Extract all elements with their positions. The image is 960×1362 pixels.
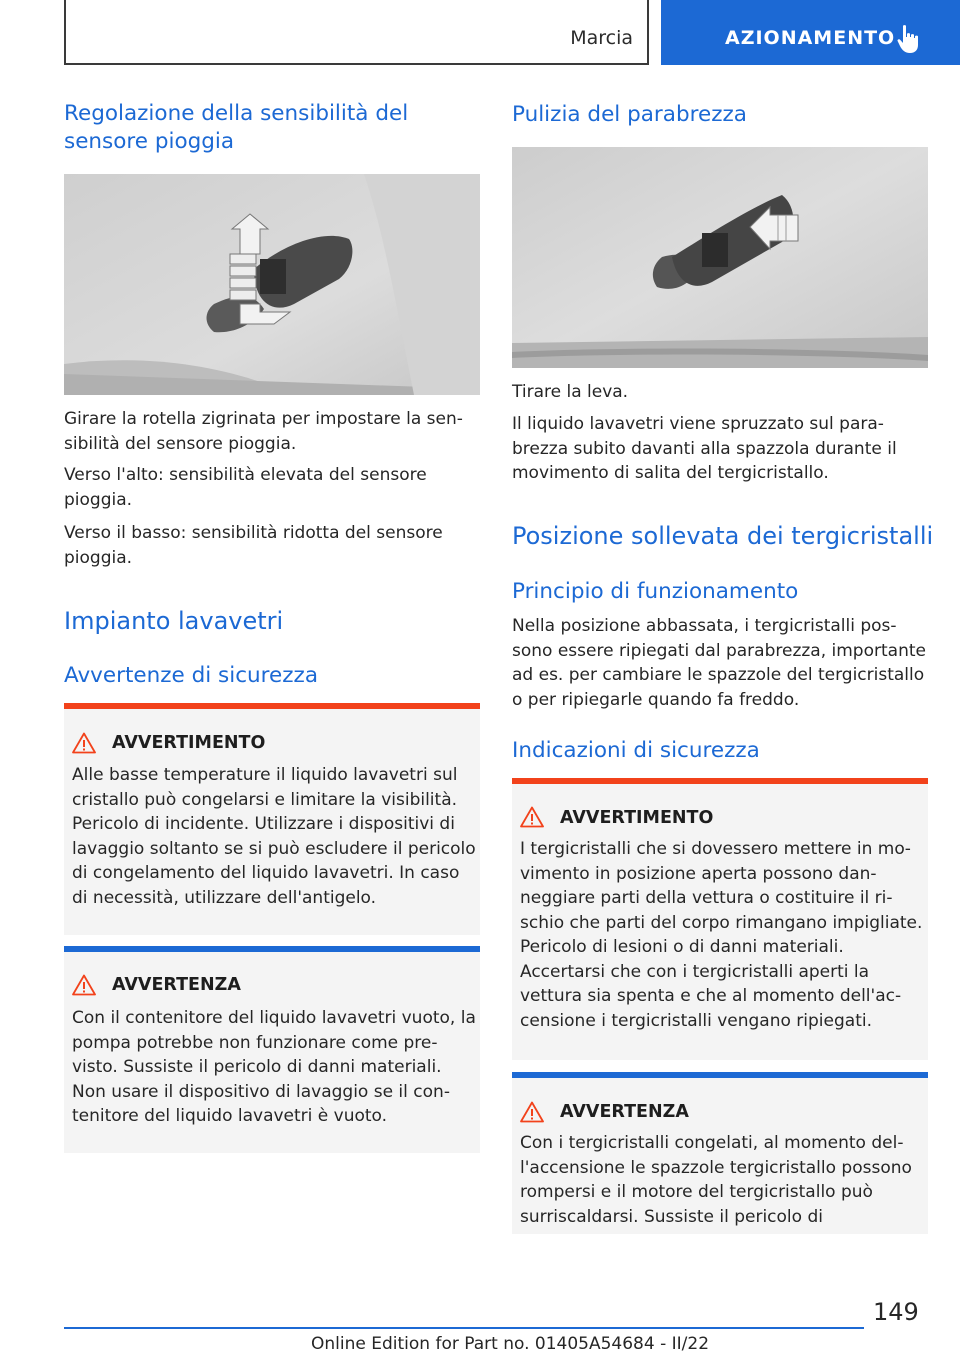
warning-text: I tergicristalli che si dovessero mettere in movimento in posizione aperta possono danneggiare parti della vettura o costituire il rischio che parti del corpo rimangano impigliate. Pericolo di lesioni o di danni materiali. Accertarsi che con i tergicristalli aperti la vettura sia spenta e che al momento dell'accensione i tergicristalli vengano ripiegati.	[520, 839, 923, 1031]
header-section-box	[64, 0, 649, 65]
washer-stalk-illustration	[512, 147, 928, 368]
heading-raised-wiper-position: Posizione sollevata dei tergicristalli	[512, 522, 934, 550]
right-paragraph-2: Il liquido lavavetri viene spruzzato sul parabrezza subito davanti alla spazzola durante il movimento di salita del tergicristallo.	[512, 414, 897, 483]
warning-title: AVVERTIMENTO	[560, 808, 714, 828]
header-chapter-label: AZIONAMENTO	[725, 27, 896, 49]
figure-windshield-washer-stalk	[512, 147, 928, 368]
warning-box-right-1	[512, 778, 928, 1060]
heading-windshield-cleaning: Pulizia del parabrezza	[512, 102, 747, 127]
warning-title: AVVERTENZA	[112, 975, 241, 995]
heading-operating-principle: Principio di funzionamento	[512, 579, 799, 604]
warning-bar	[512, 778, 928, 784]
left-paragraph-2: Verso l'alto: sensibilità elevata del sensore pioggia.	[64, 465, 427, 510]
warning-text: Con i tergicristalli congelati, al momento dell'accensione le spazzole tergicristallo possono rompersi e il motore del tergicristallo può surriscaldarsi. Sussiste il pericolo di	[520, 1133, 912, 1227]
heading-safety-notes: Avvertenze di sicurezza	[64, 663, 319, 688]
heading-rain-sensor-sensitivity: Regolazione della sensibilità del sensore pioggia	[64, 101, 409, 154]
warning-text: Alle basse temperature il liquido lavavetri sul cristallo può congelarsi e limitare la visibilità. Pericolo di incidente. Utilizzare i dispositivi di lavaggio soltanto se si può escludere il pericolo di congelamento del liquido lavavetri. In caso di necessità, utilizzare dell'antigelo.	[72, 765, 476, 908]
notice-bar	[512, 1072, 928, 1078]
footer-rule	[64, 1327, 864, 1329]
warning-box-left-2	[64, 946, 480, 1153]
warning-box-right-2	[512, 1072, 928, 1234]
page-number: 149	[873, 1298, 919, 1326]
warning-title: AVVERTENZA	[560, 1102, 689, 1122]
warning-triangle-icon	[520, 806, 544, 828]
header-section-label: Marcia	[570, 27, 633, 49]
footer-edition: Online Edition for Part no. 01405A54684 - II/22	[311, 1334, 710, 1354]
header-chapter-box	[661, 0, 960, 65]
notice-bar	[64, 946, 480, 952]
left-paragraph-1: Girare la rotella zigrinata per impostare la sensibilità del sensore pioggia.	[64, 409, 463, 454]
wiper-stalk-illustration	[64, 174, 480, 395]
left-column	[64, 100, 480, 156]
warning-triangle-icon	[520, 1101, 544, 1123]
heading-washer-system: Impianto lavavetri	[64, 607, 284, 635]
warning-box-left-1	[64, 703, 480, 935]
pointing-hand-icon	[897, 24, 923, 54]
warning-triangle-icon	[72, 974, 96, 996]
right-paragraph-1: Tirare la leva.	[512, 382, 629, 402]
warning-title: AVVERTIMENTO	[112, 733, 266, 753]
warning-bar	[64, 703, 480, 709]
left-paragraph-3: Verso il basso: sensibilità ridotta del sensore pioggia.	[64, 523, 443, 568]
warning-text: Con il contenitore del liquido lavavetri vuoto, la pompa potrebbe non funzionare come previsto. Sussiste il pericolo di danni materiali. Non usare il dispositivo di lavaggio se il contenitore del liquido lavavetri è vuoto.	[72, 1008, 476, 1126]
warning-triangle-icon	[72, 732, 96, 754]
figure-rain-sensor-wheel	[64, 174, 480, 395]
right-paragraph-3: Nella posizione abbassata, i tergicristalli possono essere ripiegati dal parabrezza, importante ad es. per cambiare le spazzole del tergicristallo o per ripiegarle quando fa freddo.	[512, 616, 926, 710]
heading-safety-indications: Indicazioni di sicurezza	[512, 738, 760, 763]
